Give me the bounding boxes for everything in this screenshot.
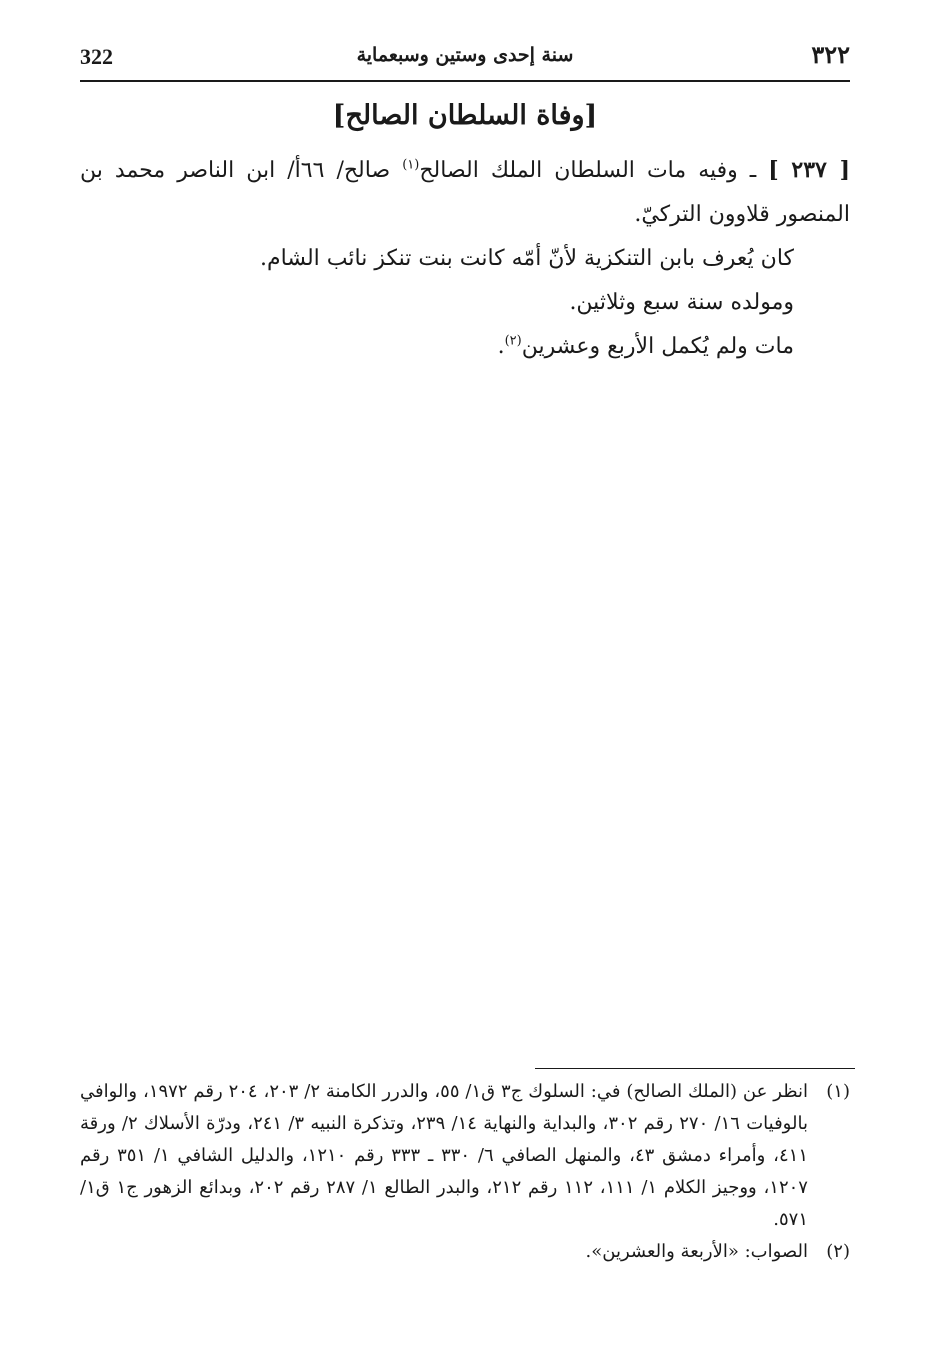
footnotes (80, 1076, 850, 1268)
page-header (80, 38, 850, 80)
footnote-ref-1[interactable]: (١) (402, 157, 420, 173)
footnote-text: انظر عن (الملك الصالح) في: السلوك ج٣ ق١/ ٥٥، والدرر الكامنة ٢/ ٢٠٣، ٢٠٤ رقم ١٩٧٢، والوافي بالوفيات ١٦/ ٢٧٠ رقم ٣٠٢، والبداية والنهاية ١٤/ ٢٣٩، وتذكرة النبيه ٣/ ٢٤١، ودرّة الأسلاك ٢/ ورقة ٤١١، وأمراء دمشق ٤٣، والمنهل الصافي ٦/ ٣٣٠ ـ ٣٣٣ رقم ١٢١٠، والدليل الشافي ١/ ٣٥١ رقم ١٢٠٧، ووجيز الكلام ١/ ١١١، ١١٢ رقم ٢١٢، والبدر الطالع ١/ ٢٨٧ رقم ٢٠٢، وبدائع الزهور ج١ ق١/ ٥٧١. (80, 1081, 808, 1230)
footnote-rule (535, 1068, 855, 1069)
running-title: سنة إحدى وستين وسبعماية (356, 44, 574, 66)
header-rule (80, 80, 850, 82)
section-title: [وفاة السلطان الصالح] (332, 100, 598, 131)
entry-paragraph-4 (80, 325, 850, 369)
footnote-mark: (١) (826, 1081, 850, 1102)
entry-text-pre: ـ وفيه مات السلطان الملك الصالح (419, 158, 757, 183)
entry-text-post: صالح/ ٦٦أ/ ابن الناصر محمد بن المنصور قلاوون التركيّ. (80, 158, 850, 227)
footnote-ref-2[interactable]: (٢) (504, 333, 522, 349)
entry-paragraph-2: كان يُعرف بابن التنكزية لأنّ أمّه كانت بنت تنكز نائب الشام. (260, 246, 794, 271)
page-number-arabic: ٣٢٢ (811, 40, 850, 69)
entry-paragraph-1 (80, 148, 850, 237)
footnote-1 (80, 1076, 850, 1236)
entry-paragraph-4-text: مات ولم يُكمل الأربع وعشرين (521, 334, 794, 359)
footnote-text: الصواب: «الأربعة والعشرين». (585, 1241, 808, 1262)
footnote-mark: (٢) (826, 1241, 850, 1262)
page-number-latin: 322 (80, 44, 113, 69)
footnote-2 (80, 1236, 850, 1268)
main-text (80, 148, 850, 369)
entry-number: [ ٢٣٧ ] (768, 157, 850, 183)
entry-paragraph-3: ومولده سنة سبع وثلاثين. (569, 290, 794, 315)
entry-paragraph-4-end: . (497, 334, 505, 359)
